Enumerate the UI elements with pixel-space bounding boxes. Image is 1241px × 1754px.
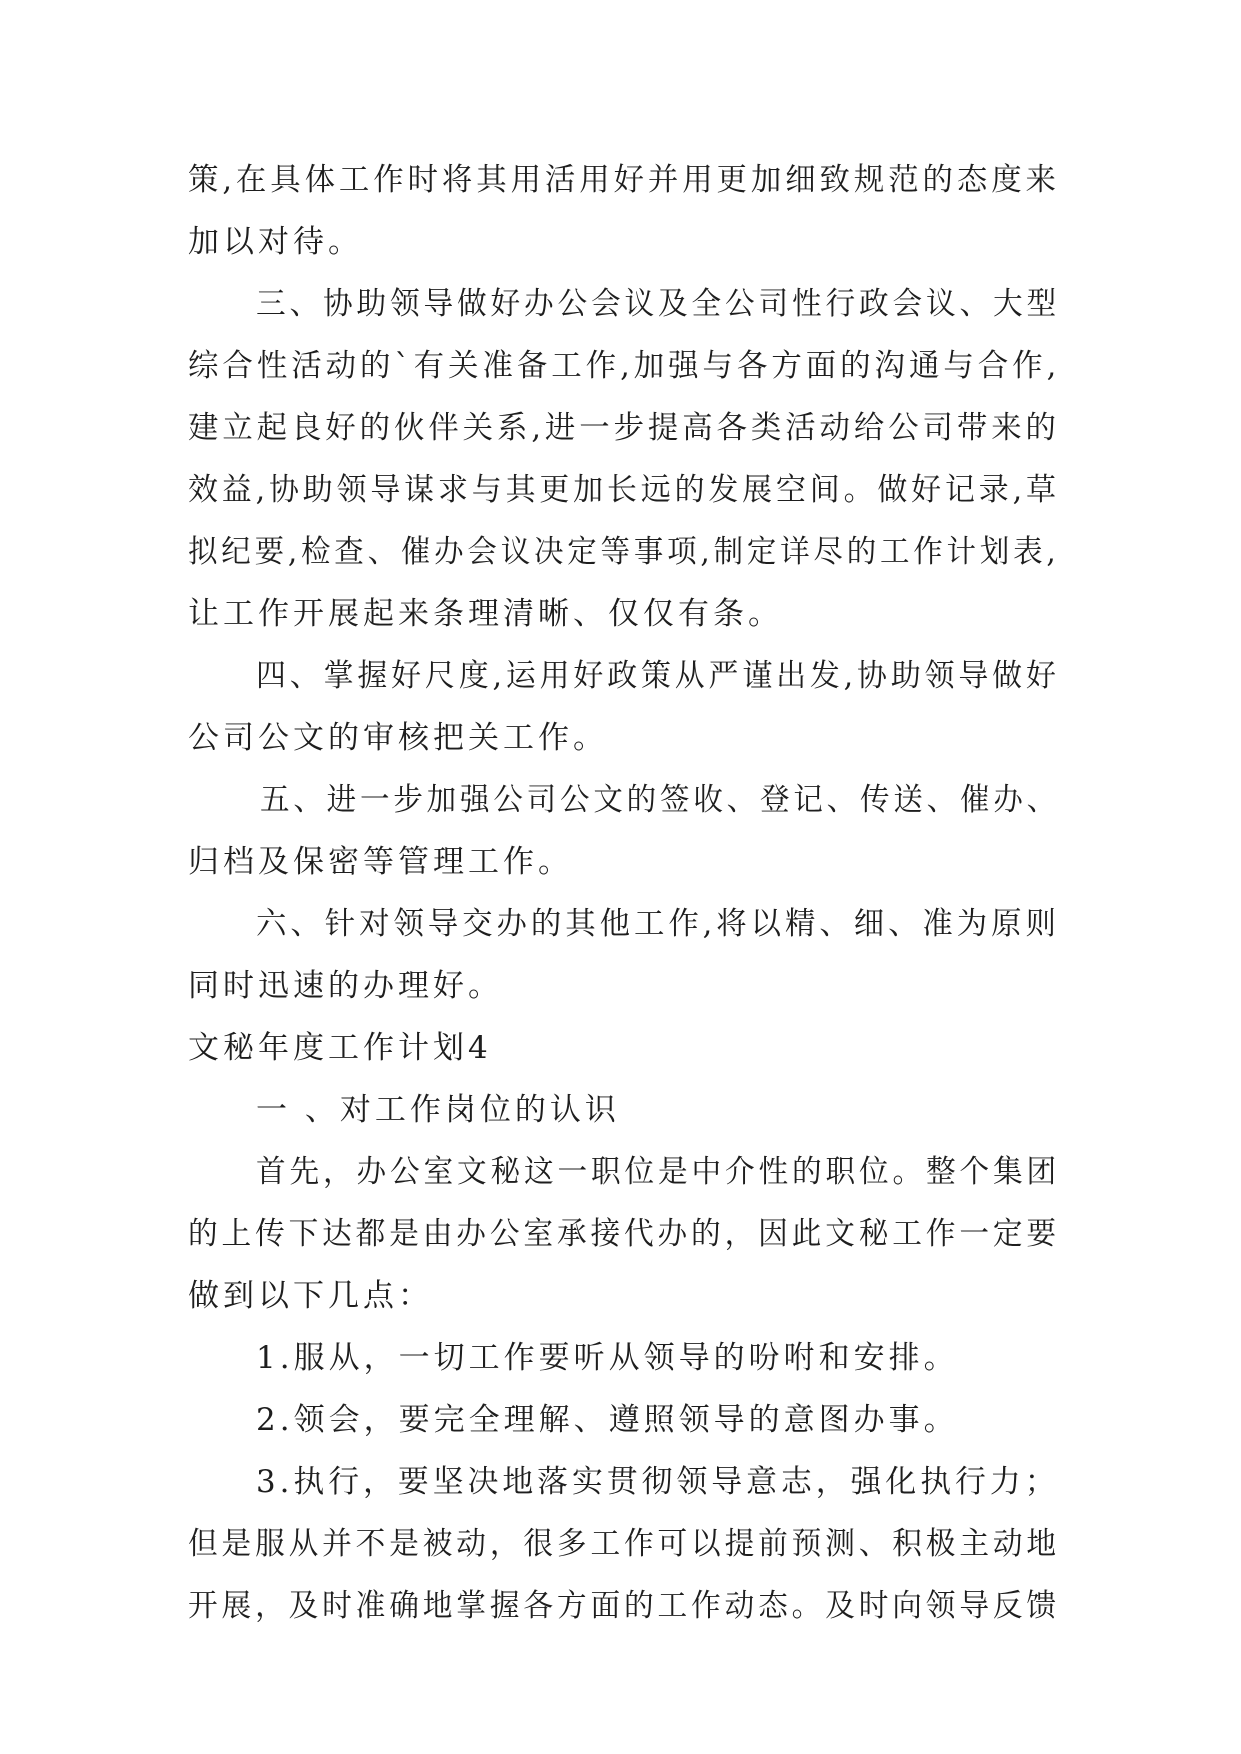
text-line: 五、进一步加强公司公文的签收、登记、传送、催办、 xyxy=(260,782,1061,818)
text-line: 2.领会，要完全理解、遵照领导的意图办事。 xyxy=(256,1402,959,1438)
text-line: 但是服从并不是被动，很多工作可以提前预测、积极主动地 xyxy=(188,1526,1060,1562)
text-line: 三、协助领导做好办公会议及全公司性行政会议、大型 xyxy=(256,286,1060,322)
text-line: 同时迅速的办理好。 xyxy=(188,968,503,1004)
text-line: 效益,协助领导谋求与其更加长远的发展空间。做好记录,草 xyxy=(188,472,1060,508)
text-line: 让工作开展起来条理清晰、仅仅有条。 xyxy=(188,596,783,632)
text-line: 做到以下几点： xyxy=(188,1278,433,1314)
text-line: 归档及保密等管理工作。 xyxy=(188,844,573,880)
text-line: 1.服从，一切工作要听从领导的吩咐和安排。 xyxy=(256,1340,959,1376)
text-line: 拟纪要,检查、催办会议决定等事项,制定详尽的工作计划表, xyxy=(188,534,1060,570)
text-line: 建立起良好的伙伴关系,进一步提高各类活动给公司带来的 xyxy=(188,410,1060,446)
text-line: 首先，办公室文秘这一职位是中介性的职位。整个集团 xyxy=(256,1154,1060,1190)
text-line: 3.执行，要坚决地落实贯彻领导意志，强化执行力； xyxy=(256,1464,1060,1500)
text-line: 公司公文的审核把关工作。 xyxy=(188,720,608,756)
text-line: 六、针对领导交办的其他工作,将以精、细、准为原则 xyxy=(256,906,1060,942)
text-line: 一 、对工作岗位的认识 xyxy=(256,1092,620,1128)
text-line: 综合性活动的`有关准备工作,加强与各方面的沟通与合作, xyxy=(188,348,1061,384)
text-line: 加以对待。 xyxy=(188,224,363,260)
text-line: 的上传下达都是由办公室承接代办的，因此文秘工作一定要 xyxy=(188,1216,1060,1252)
text-line: 四、掌握好尺度,运用好政策从严谨出发,协助领导做好 xyxy=(256,658,1060,694)
section-heading: 文秘年度工作计划4 xyxy=(188,1030,492,1066)
text-line: 策,在具体工作时将其用活用好并用更加细致规范的态度来 xyxy=(188,162,1060,198)
text-line: 开展，及时准确地掌握各方面的工作动态。及时向领导反馈 xyxy=(188,1588,1060,1624)
